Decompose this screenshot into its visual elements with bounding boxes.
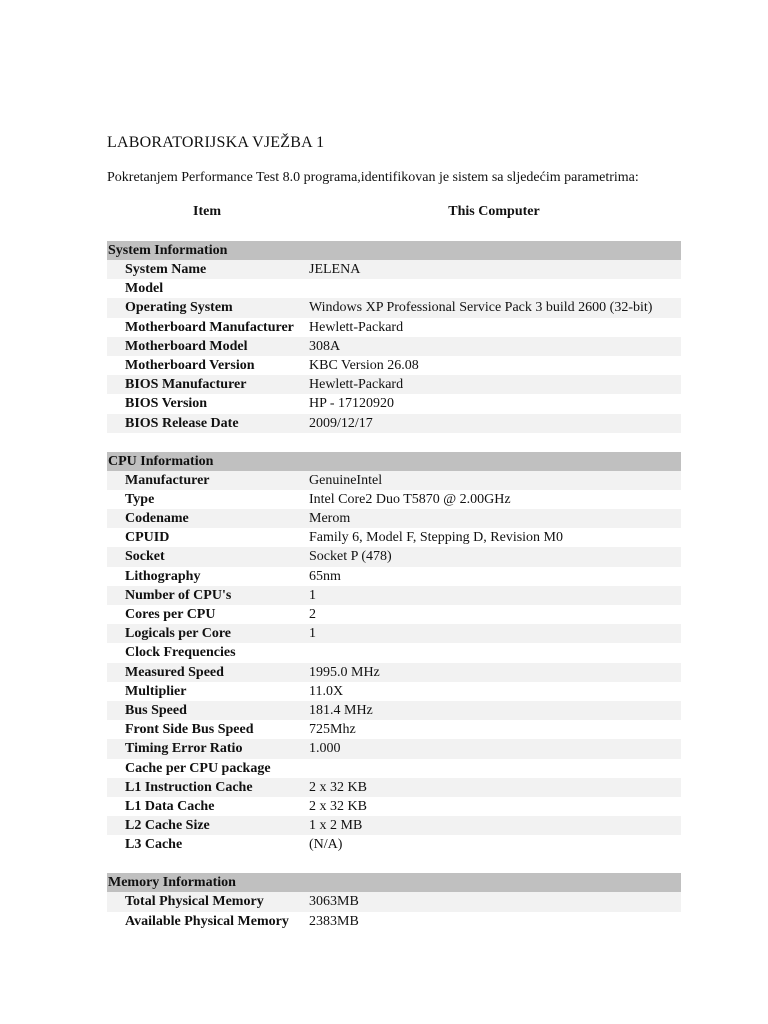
row-value: 2 x 32 KB bbox=[309, 779, 367, 795]
row-value: GenuineIntel bbox=[309, 472, 383, 488]
row-label: L1 Instruction Cache bbox=[125, 779, 253, 795]
table-row bbox=[107, 318, 681, 337]
row-label: Logicals per Core bbox=[125, 626, 232, 642]
row-label: Cores per CPU bbox=[125, 607, 216, 622]
table-row bbox=[107, 912, 681, 931]
table-row bbox=[107, 375, 681, 394]
section-cpu-information bbox=[107, 452, 681, 855]
table-row bbox=[107, 682, 681, 701]
row-label: BIOS Release Date bbox=[125, 415, 239, 431]
row-value: 1995.0 MHz bbox=[309, 664, 380, 680]
table-row bbox=[107, 414, 681, 433]
row-value: 1 bbox=[309, 587, 316, 603]
row-label: Number of CPU's bbox=[125, 587, 232, 603]
row-label: L3 Cache bbox=[125, 837, 183, 853]
section-rows bbox=[107, 471, 681, 855]
row-value: 1.000 bbox=[309, 741, 341, 757]
table-row bbox=[107, 471, 681, 490]
row-label: Timing Error Ratio bbox=[125, 741, 243, 757]
row-value: 2383MB bbox=[309, 913, 359, 929]
row-value: 65nm bbox=[309, 568, 341, 584]
row-value: Windows XP Professional Service Pack 3 build 2600 (32-bit) bbox=[309, 300, 653, 316]
table-row bbox=[107, 739, 681, 758]
row-label: System Name bbox=[125, 262, 207, 277]
table-row bbox=[107, 701, 681, 720]
table-row bbox=[107, 528, 681, 547]
table-row bbox=[107, 509, 681, 528]
table-row bbox=[107, 547, 681, 566]
row-value: KBC Version 26.08 bbox=[309, 357, 419, 373]
table-row bbox=[107, 663, 681, 682]
row-value: 181.4 MHz bbox=[309, 702, 373, 718]
row-label: Total Physical Memory bbox=[125, 894, 264, 910]
row-value: 2 bbox=[309, 607, 316, 622]
section-memory-information bbox=[107, 873, 681, 930]
table-row bbox=[107, 759, 681, 778]
section-system-information bbox=[107, 241, 681, 433]
row-label: Model bbox=[125, 281, 164, 297]
section-header: CPU Information bbox=[107, 452, 681, 471]
row-value: Intel Core2 Duo T5870 @ 2.00GHz bbox=[309, 491, 511, 507]
column-headers bbox=[107, 204, 681, 224]
table-row bbox=[107, 797, 681, 816]
row-value: HP - 17120920 bbox=[309, 396, 395, 412]
row-value: 2 x 32 KB bbox=[309, 798, 367, 814]
row-label: Lithography bbox=[125, 568, 201, 584]
row-label: Clock Frequencies bbox=[125, 645, 236, 661]
table-row bbox=[107, 567, 681, 586]
row-label: Front Side Bus Speed bbox=[125, 722, 254, 738]
row-label: Multiplier bbox=[125, 683, 187, 699]
row-label: Measured Speed bbox=[125, 664, 224, 680]
row-value: Hewlett-Packard bbox=[309, 377, 404, 393]
row-label: CPUID bbox=[125, 530, 170, 546]
row-label: BIOS Manufacturer bbox=[125, 377, 247, 393]
table-row bbox=[107, 605, 681, 624]
table-row bbox=[107, 816, 681, 835]
table-row bbox=[107, 490, 681, 509]
row-label: L2 Cache Size bbox=[125, 818, 210, 834]
row-value: (N/A) bbox=[309, 837, 343, 853]
table-row bbox=[107, 394, 681, 413]
table-row bbox=[107, 356, 681, 375]
column-header-this-computer: This Computer bbox=[448, 204, 540, 219]
row-label: Available Physical Memory bbox=[125, 913, 289, 929]
column-header-item: Item bbox=[193, 204, 221, 219]
row-value: JELENA bbox=[309, 262, 361, 277]
table-row bbox=[107, 337, 681, 356]
table-row bbox=[107, 835, 681, 854]
row-label: Motherboard Version bbox=[125, 357, 255, 373]
row-label: Manufacturer bbox=[125, 472, 210, 488]
section-rows bbox=[107, 892, 681, 930]
row-value: 3063MB bbox=[309, 894, 359, 910]
row-label: Socket bbox=[125, 549, 165, 565]
row-label: Cache per CPU package bbox=[125, 760, 271, 776]
table-row bbox=[107, 892, 681, 911]
row-value: 725Mhz bbox=[309, 722, 356, 738]
table-row bbox=[107, 279, 681, 298]
table-row bbox=[107, 720, 681, 739]
section-header: System Information bbox=[107, 241, 681, 260]
document-title: LABORATORIJSKA VJEŽBA 1 bbox=[107, 134, 325, 151]
row-label: Motherboard Manufacturer bbox=[125, 319, 294, 335]
row-value: 2009/12/17 bbox=[309, 415, 373, 431]
intro-text: Pokretanjem Performance Test 8.0 programa,identifikovan je sistem sa sljedećim parametrima: bbox=[107, 170, 639, 185]
table-row bbox=[107, 298, 681, 317]
table-row bbox=[107, 778, 681, 797]
section-rows bbox=[107, 260, 681, 433]
row-label: Bus Speed bbox=[125, 702, 187, 718]
row-value: 1 x 2 MB bbox=[309, 818, 363, 834]
section-header: Memory Information bbox=[107, 873, 681, 892]
row-label: Motherboard Model bbox=[125, 338, 248, 354]
row-value: Hewlett-Packard bbox=[309, 319, 404, 335]
table-row bbox=[107, 260, 681, 279]
row-value: 11.0X bbox=[309, 683, 344, 699]
table-row bbox=[107, 643, 681, 662]
row-value: Socket P (478) bbox=[309, 549, 392, 565]
row-label: BIOS Version bbox=[125, 396, 208, 412]
info-table bbox=[107, 241, 681, 931]
row-label: Type bbox=[125, 491, 155, 507]
row-label: L1 Data Cache bbox=[125, 798, 215, 814]
table-row bbox=[107, 586, 681, 605]
row-label: Operating System bbox=[125, 300, 233, 316]
row-value: 1 bbox=[309, 626, 316, 642]
row-value: Family 6, Model F, Stepping D, Revision M0 bbox=[309, 530, 564, 546]
row-label: Codename bbox=[125, 511, 189, 527]
table-row bbox=[107, 624, 681, 643]
row-value: Merom bbox=[309, 511, 351, 527]
row-value: 308A bbox=[309, 338, 341, 354]
